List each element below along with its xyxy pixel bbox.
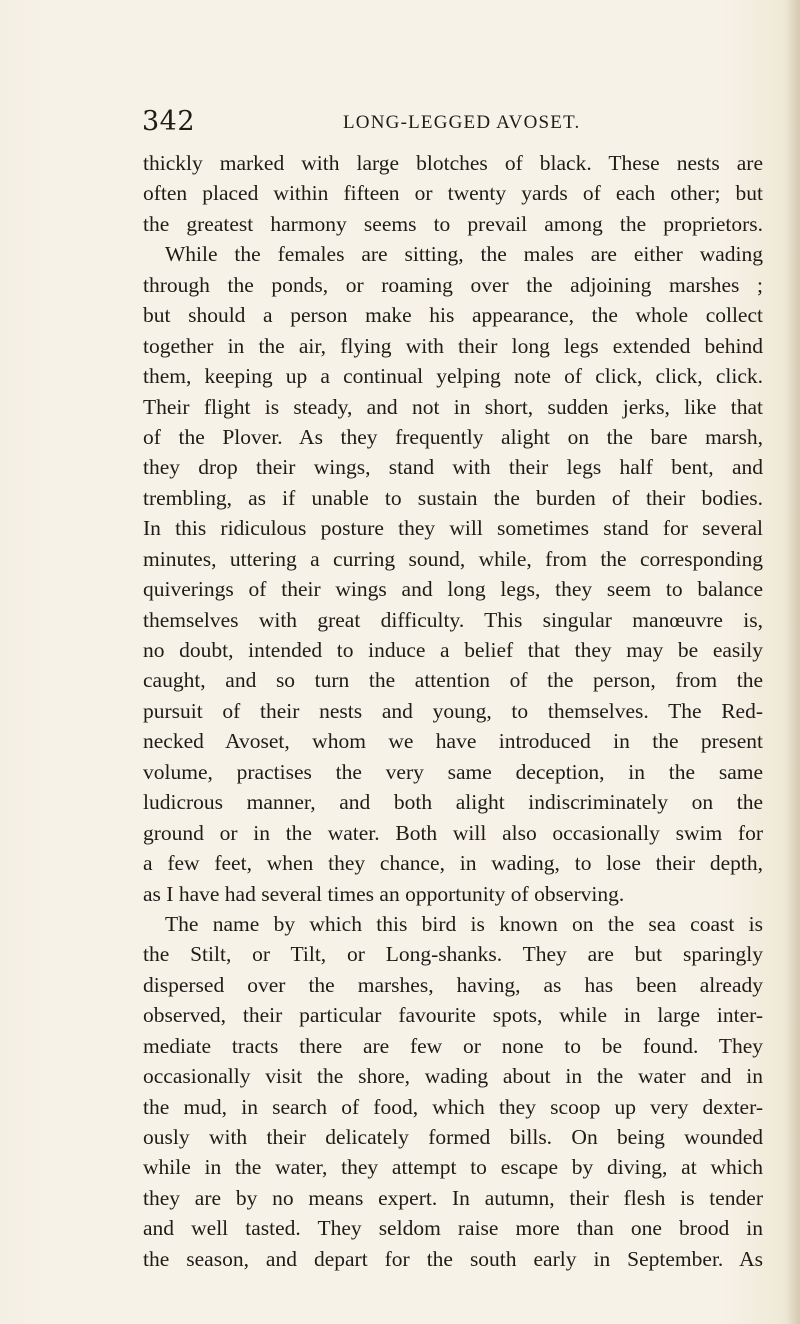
text-line: them, keeping up a continual yelping note of click, click, click. (143, 364, 763, 389)
text-line: together in the air, flying with their long legs extended behind (143, 333, 763, 358)
text-line: through the ponds, or roaming over the adjoining marshes ; (143, 272, 763, 297)
text-line: Their flight is steady, and not in short, sudden jerks, like that (143, 394, 763, 419)
text-line: caught, and so turn the attention of the person, from the (143, 668, 763, 693)
text-line: ously with their delicately formed bills. On being wounded (143, 1125, 763, 1149)
text-line: ludicrous manner, and both alight indiscriminately on the (143, 790, 763, 815)
page-number: 342 (142, 106, 196, 137)
text-line: occasionally visit the shore, wading about in the water and in (143, 1064, 763, 1089)
text-line: while in the water, they attempt to escape by diving, at which (143, 1155, 763, 1180)
text-line: themselves with great difficulty. This singular manœuvre is, (143, 607, 763, 632)
text-line: the season, and depart for the south early in September. As (143, 1246, 763, 1271)
text-line: no doubt, intended to induce a belief that they may be easily (143, 638, 763, 662)
page-edge-shadow (786, 0, 800, 1324)
text-line: mediate tracts there are few or none to be found. They (143, 1033, 763, 1058)
text-line: volume, practises the very same deception, in the same (143, 759, 763, 784)
text-line: ground or in the water. Both will also occasionally swim for (143, 820, 763, 845)
text-line: thickly marked with large blotches of black. These nests are (143, 151, 763, 175)
text-line: quiverings of their wings and long legs, they seem to balance (143, 577, 763, 602)
running-head: LONG-LEGGED AVOSET. (343, 112, 581, 133)
text-line: The name by which this bird is known on the sea coast is (165, 911, 763, 936)
text-line: but should a person make his appearance, the whole collect (143, 303, 763, 328)
text-line: minutes, uttering a curring sound, while, from the corresponding (143, 546, 763, 571)
text-line: they drop their wings, stand with their legs half bent, and (143, 455, 763, 480)
text-line: the Stilt, or Tilt, or Long-shanks. They are but sparingly (143, 942, 763, 967)
text-line: dispersed over the marshes, having, as has been already (143, 972, 763, 997)
text-line: the greatest harmony seems to prevail among the proprietors. (143, 211, 763, 236)
text-line: In this ridiculous posture they will sometimes stand for several (143, 516, 763, 541)
text-line: necked Avoset, whom we have introduced in the present (143, 729, 763, 754)
text-line: they are by no means expert. In autumn, their flesh is tender (143, 1185, 763, 1210)
text-line: pursuit of their nests and young, to themselves. The Red- (143, 698, 763, 723)
text-line: and well tasted. They seldom raise more than one brood in (143, 1216, 763, 1241)
text-line: a few feet, when they chance, in wading, to lose their depth, (143, 851, 763, 876)
body-text (143, 148, 763, 1274)
text-line: While the females are sitting, the males are either wading (165, 242, 763, 267)
text-line: of the Plover. As they frequently alight on the bare marsh, (143, 424, 763, 449)
text-line: trembling, as if unable to sustain the burden of their bodies. (143, 485, 763, 510)
text-line: often placed within fifteen or twenty yards of each other; but (143, 181, 763, 206)
text-line: observed, their particular favourite spots, while in large inter- (143, 1003, 763, 1028)
text-line: the mud, in search of food, which they scoop up very dexter- (143, 1094, 763, 1119)
text-line: as I have had several times an opportunity of observing. (143, 881, 625, 906)
